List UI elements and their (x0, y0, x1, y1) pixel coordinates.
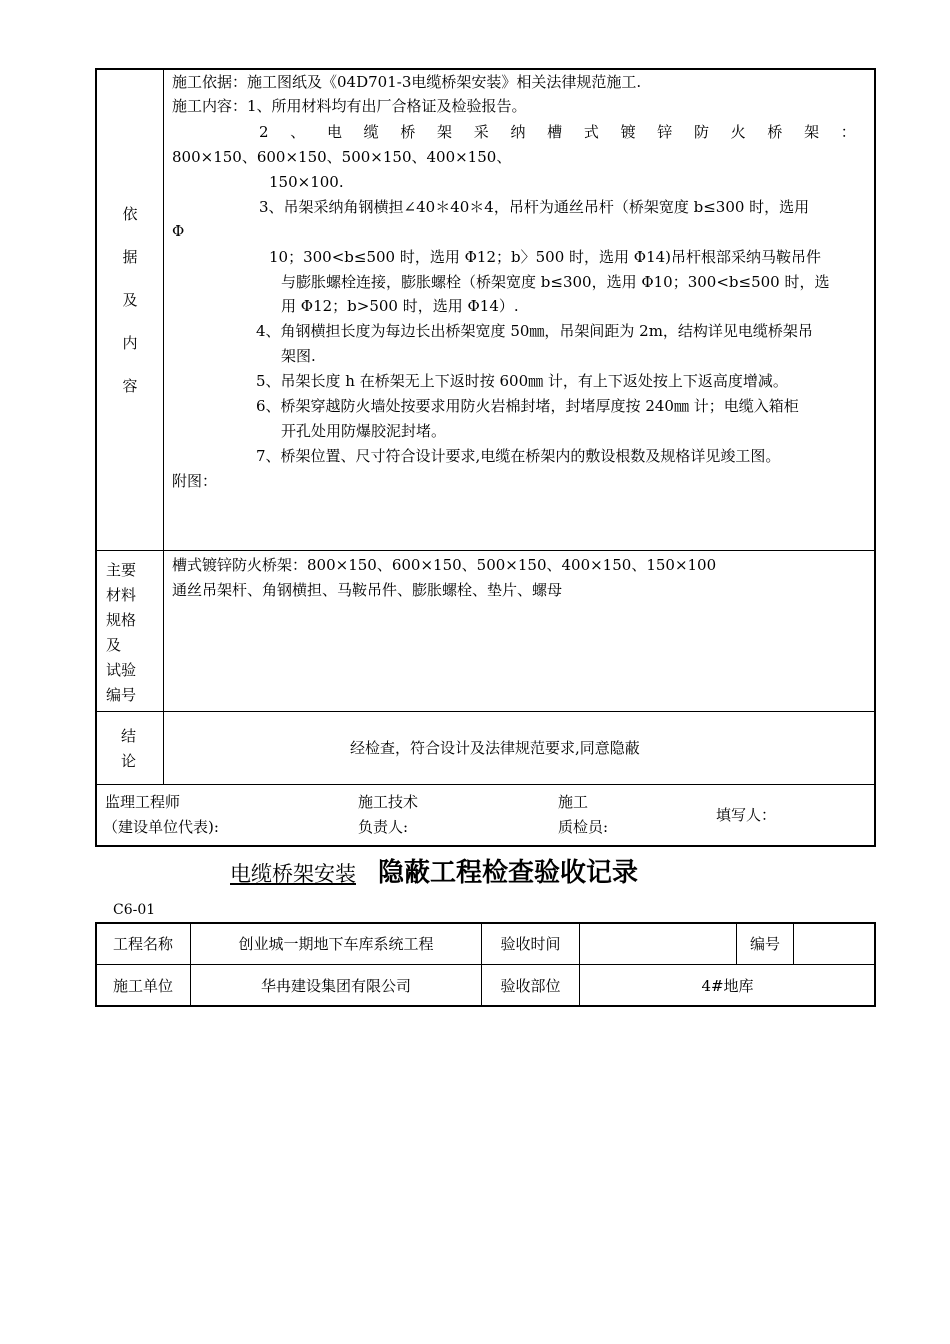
acceptance-time-label: 验收时间 (500, 935, 561, 953)
materials-spec-line: 槽式镀锌防火桥架：800×150、600×150、500×150、400×150、150×100 (172, 556, 717, 574)
section-divider-conclusion-signatures (96, 784, 875, 785)
conclusion-label-char: 结 (121, 727, 137, 745)
tech-lead-signature-label: 施工技术 (358, 793, 419, 811)
construction-content-line: 施工内容：1、所用材料均有出厂合格证及检验报告。 (172, 97, 527, 115)
number-value (794, 923, 875, 964)
basis-label-char: 容 (122, 377, 138, 395)
basis-label-char: 及 (122, 291, 138, 309)
content-item-7: 7、桥架位置、尺寸符合设计要求,电缆在桥架内的敷设根数及规格详见竣工图。 (256, 447, 781, 465)
tech-lead-signature-label: 负责人: (358, 818, 409, 836)
content-item-4-cont: 架图. (281, 347, 316, 365)
attachment-label: 附图： (172, 472, 218, 490)
materials-label-line: 主要 (106, 561, 137, 579)
materials-label-line: 编号 (106, 686, 137, 704)
content-item-3-cont2: 与膨胀螺栓连接，膨胀螺栓（桥架宽度 b≤300，选用 Φ10；300<b≤500 时，选 (281, 273, 830, 291)
construction-basis-line: 施工依据：施工图纸及《04D701-3电缆桥架安装》相关法律规范施工. (172, 73, 642, 91)
materials-label-line: 规格 (106, 611, 137, 629)
contractor-label: 施工单位 (112, 977, 173, 995)
content-item-5: 5、吊架长度 h 在桥架无上下返时按 600㎜ 计，有上下返处按上下返高度增减。 (256, 372, 788, 390)
basis-label-char: 依 (122, 205, 138, 223)
section-divider-materials-conclusion (96, 711, 875, 712)
content-item-3: 3、吊架采纳角钢横担∠40＊40＊4，吊杆为通丝吊杆（桥架宽度 b≤300 时，选用 (259, 198, 810, 216)
acceptance-part-value: 4#地库 (701, 977, 754, 995)
title-main: 隐蔽工程检查验收记录 (378, 858, 639, 888)
number-label: 编号 (749, 935, 780, 953)
project-name-label: 工程名称 (112, 935, 173, 953)
materials-spec-line: 通丝吊架杆、角钢横担、马鞍吊件、膨胀螺栓、垫片、螺母 (172, 581, 563, 599)
conclusion-text: 经检查，符合设计及法律规范要求,同意隐蔽 (350, 739, 640, 757)
content-item-2-sizes: 800×150、600×150、500×150、400×150、 (172, 148, 512, 166)
basis-label-char: 内 (122, 334, 138, 352)
acceptance-part-label: 验收部位 (500, 977, 561, 995)
content-item-4: 4、角钢横担长度为每边长出桥架宽度 50㎜，吊架间距为 2m，结构详见电缆桥架吊 (256, 322, 813, 340)
supervisor-signature-label: 监理工程师 (105, 793, 181, 811)
page-title (208, 852, 638, 889)
qc-inspector-signature-label: 施工 (558, 793, 589, 811)
form-code: C6-01 (113, 902, 156, 918)
acceptance-time-value (580, 923, 736, 964)
materials-label-line: 材料 (106, 586, 137, 604)
supervisor-signature-label: （建设单位代表): (103, 818, 219, 836)
conclusion-label-char: 论 (121, 752, 137, 770)
title-subject: 电缆桥架安装 (230, 862, 356, 886)
materials-label-line: 及 (106, 636, 122, 654)
content-item-3-cont1: 10；300<b≤500 时，选用 Φ12；b〉500 时，选用 Φ14)吊杆根部采纳马鞍吊件 (269, 248, 822, 266)
content-item-6: 6、桥架穿越防火墙处按要求用防火岩棉封堵，封堵厚度按 240㎜ 计；电缆入箱柜 (256, 397, 799, 415)
qc-inspector-signature-label: 质检员: (558, 818, 609, 836)
filler-signature-label: 填写人： (716, 806, 777, 824)
materials-label-line: 试验 (106, 661, 137, 679)
label-column-divider (163, 69, 164, 784)
basis-label-char: 据 (122, 248, 138, 266)
section-divider-basis-materials (96, 550, 875, 551)
project-name-value: 创业城一期地下车库系统工程 (238, 935, 434, 953)
content-item-2-spread: 2 、 电 缆 桥 架 采 纳 槽 式 镀 锌 防 火 桥 架 ： (259, 123, 856, 141)
content-item-2-sizes-cont: 150×100. (269, 173, 344, 191)
content-item-6-cont: 开孔处用防爆胶泥封堵。 (281, 422, 447, 440)
contractor-value: 华冉建设集团有限公司 (260, 977, 411, 995)
content-item-3-phi: Φ (172, 222, 185, 240)
content-item-3-cont3: 用 Φ12；b>500 时，选用 Φ14）. (281, 297, 519, 315)
